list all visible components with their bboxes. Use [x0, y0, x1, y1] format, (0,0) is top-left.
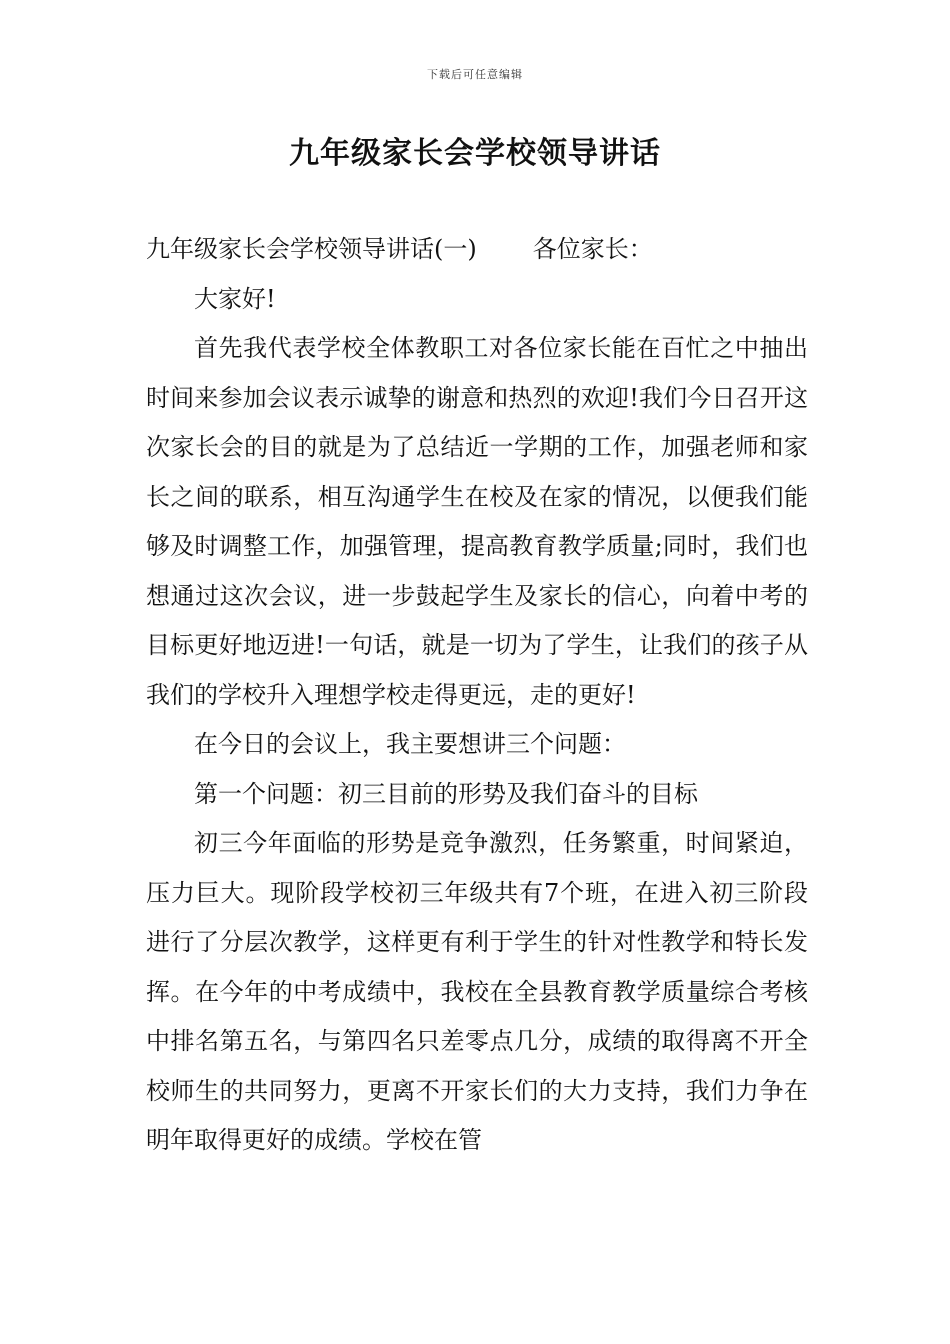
paragraph-first-topic-body: 初三今年面临的形势是竞争激烈，任务繁重，时间紧迫，压力巨大。现阶段学校初三年级共有7个班，在进入初三阶段进行了分层次教学，这样更有利于学生的针对性教学和特长发挥。在今年的中考成绩中，我校在全县教育教学质量综合考核中排名第五名，与第四名只差零点几分，成绩的取得离不开全校师生的共同努力，更离不开家长们的大力支持，我们力争在明年取得更好的成绩。学校在管 [146, 829, 808, 1154]
salutation: 各位家长： [532, 235, 653, 263]
document-subtitle: 九年级家长会学校领导讲话(一) [146, 235, 477, 263]
paragraph-introduction: 首先我代表学校全体教职工对各位家长能在百忙之中抽出时间来参加会议表示诚挚的谢意和热烈的欢迎!我们今日召开这次家长会的目的就是为了总结近一学期的工作，加强老师和家长之间的联系，相互沟通学生在校及在家的情况，以便我们能够及时调整工作，加强管理，提高教育教学质量;同时，我们也想通过这次会议，进一步鼓起学生及家长的信心，向着中考的目标更好地迈进!一句话，就是一切为了学生，让我们的孩子从我们的学校升入理想学校走得更远，走的更好! [146, 334, 808, 709]
document-title: 九年级家长会学校领导讲话 [289, 136, 661, 171]
paragraph-first-topic-heading: 第一个问题：初三目前的形势及我们奋斗的目标 [194, 779, 698, 808]
header-note: 下载后可任意编辑 [427, 68, 523, 81]
document-body [146, 225, 808, 1166]
paragraph-greeting: 大家好! [194, 284, 276, 313]
subtitle-line [146, 225, 808, 275]
paragraph-agenda: 在今日的会议上，我主要想讲三个问题： [194, 730, 626, 758]
